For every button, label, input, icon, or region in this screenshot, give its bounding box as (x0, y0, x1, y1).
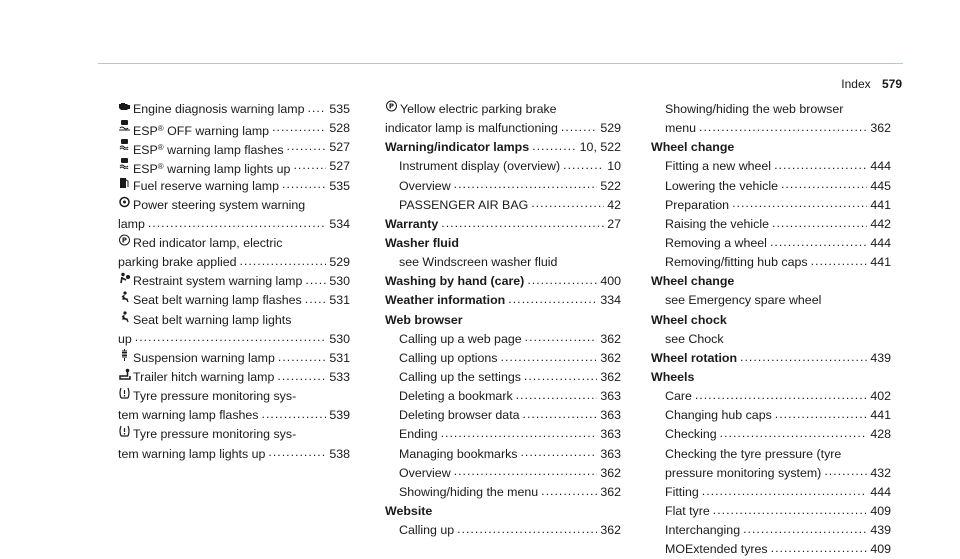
index-entry[interactable]: Restraint system warning lamp ..... 530 (118, 272, 350, 291)
index-subentry[interactable]: Checking ..... 428 (651, 425, 891, 444)
seat-belt-icon (118, 311, 131, 323)
index-subentry-cont[interactable]: pressure monitoring system) ..... 432 (651, 464, 891, 483)
esp-icon (118, 138, 131, 150)
svg-text:P: P (388, 102, 395, 111)
index-entry[interactable]: ESP® OFF warning lamp ..... 528 (118, 119, 350, 138)
seat-belt-icon (118, 291, 131, 303)
index-subentry[interactable]: Removing/fitting hub caps ..... 441 (651, 253, 891, 272)
parking-brake-icon (385, 100, 398, 112)
index-entry-cont[interactable]: up ..... 530 (118, 330, 350, 349)
page-number: 579 (881, 77, 902, 91)
index-subentry[interactable]: Overview ..... 522 (385, 177, 621, 196)
index-subentry[interactable]: Care ..... 402 (651, 387, 891, 406)
index-heading: Wheel change (651, 274, 735, 289)
index-column-1 (118, 100, 350, 464)
header-label: Index (841, 77, 871, 91)
index-subentry[interactable]: Deleting a bookmark ..... 363 (385, 387, 621, 406)
page-header (841, 77, 902, 91)
index-entry[interactable]: P Red indicator lamp, electric (118, 234, 350, 253)
index-subentry[interactable]: Instrument display (overview) ..... 10 (385, 157, 621, 176)
index-column-3 (651, 100, 891, 559)
index-subentry[interactable]: Flat tyre ..... 409 (651, 502, 891, 521)
index-subentry[interactable]: Lowering the vehicle ..... 445 (651, 177, 891, 196)
index-heading[interactable]: Washing by hand (care) ..... 400 (385, 272, 621, 291)
index-entry-cont[interactable]: lamp ..... 534 (118, 215, 350, 234)
index-entry[interactable]: Tyre pressure monitoring sys- (118, 425, 350, 444)
index-entry[interactable]: Power steering system warning (118, 196, 350, 215)
index-subentry[interactable]: Calling up ..... 362 (385, 521, 621, 540)
esp-off-icon (118, 119, 131, 131)
index-entry-cont[interactable]: indicator lamp is malfunctioning ..... 529 (385, 119, 621, 138)
index-column-2 (385, 100, 621, 540)
index-heading[interactable]: Warranty ..... 27 (385, 215, 621, 234)
index-heading: Wheel change (651, 140, 735, 155)
index-entry[interactable]: Trailer hitch warning lamp ..... 533 (118, 368, 350, 387)
index-entry[interactable]: Seat belt warning lamp lights (118, 311, 350, 330)
index-heading: Washer fluid (385, 235, 459, 250)
index-subentry[interactable]: Fitting a new wheel ..... 444 (651, 157, 891, 176)
index-entry[interactable]: Tyre pressure monitoring sys- (118, 387, 350, 406)
index-heading: Wheel chock (651, 312, 727, 327)
index-subentry-cont[interactable]: menu ..... 362 (651, 119, 891, 138)
index-entry[interactable]: Fuel reserve warning lamp ..... 535 (118, 177, 350, 196)
trailer-icon (118, 368, 131, 380)
index-entry[interactable]: Seat belt warning lamp flashes ..... 531 (118, 291, 350, 310)
index-subentry[interactable]: Changing hub caps ..... 441 (651, 406, 891, 425)
suspension-icon (118, 349, 131, 361)
index-entry[interactable]: Suspension warning lamp ..... 531 (118, 349, 350, 368)
index-subentry[interactable]: Calling up the settings ..... 362 (385, 368, 621, 387)
index-heading: Website (385, 503, 433, 518)
index-subentry[interactable]: Preparation ..... 441 (651, 196, 891, 215)
index-subentry[interactable]: Deleting browser data ..... 363 (385, 406, 621, 425)
index-subentry[interactable]: MOExtended tyres ..... 409 (651, 540, 891, 559)
index-entry[interactable]: Engine diagnosis warning lamp ..... 535 (118, 100, 350, 119)
index-subentry[interactable]: Checking the tyre pressure (tyre (665, 446, 842, 461)
fuel-icon (118, 177, 131, 189)
index-subentry[interactable]: Managing bookmarks ..... 363 (385, 445, 621, 464)
index-heading[interactable]: Warning/indicator lamps ..... 10, 522 (385, 138, 621, 157)
index-subentry[interactable]: Raising the vehicle ..... 442 (651, 215, 891, 234)
tyre-pressure-icon (118, 387, 131, 399)
index-subentry[interactable]: Calling up a web page ..... 362 (385, 330, 621, 349)
index-entry-cont[interactable]: tem warning lamp flashes ..... 539 (118, 406, 350, 425)
see-reference[interactable]: see Chock (665, 331, 724, 346)
engine-icon (118, 100, 131, 112)
esp-icon (118, 157, 131, 169)
index-subentry[interactable]: Showing/hiding the menu ..... 362 (385, 483, 621, 502)
tyre-pressure-icon (118, 425, 131, 437)
index-subentry[interactable]: Ending ..... 363 (385, 425, 621, 444)
index-heading: Wheels (651, 369, 695, 384)
index-entry-cont[interactable]: tem warning lamp lights up ..... 538 (118, 445, 350, 464)
index-heading[interactable]: Weather information ..... 334 (385, 291, 621, 310)
restraint-icon (118, 272, 131, 284)
index-subentry[interactable]: Calling up options ..... 362 (385, 349, 621, 368)
index-subentry[interactable]: Interchanging ..... 439 (651, 521, 891, 540)
index-subentry[interactable]: Showing/hiding the web browser (665, 102, 844, 116)
parking-brake-icon (118, 234, 131, 246)
index-entry[interactable]: P Yellow electric parking brake (385, 100, 621, 119)
index-heading: Web browser (385, 312, 463, 327)
index-subentry[interactable]: Fitting ..... 444 (651, 483, 891, 502)
index-subentry[interactable]: PASSENGER AIR BAG ..... 42 (385, 196, 621, 215)
header-rule (98, 63, 903, 64)
see-reference[interactable]: see Windscreen washer fluid (399, 255, 558, 270)
index-subentry[interactable]: Removing a wheel ..... 444 (651, 234, 891, 253)
index-subentry[interactable]: Overview ..... 362 (385, 464, 621, 483)
index-entry[interactable]: ESP® warning lamp flashes ..... 527 (118, 138, 350, 157)
see-reference[interactable]: see Emergency spare wheel (665, 293, 822, 308)
index-entry[interactable]: ESP® warning lamp lights up ..... 527 (118, 157, 350, 176)
power-steering-icon (118, 196, 131, 208)
index-entry-cont[interactable]: parking brake applied ..... 529 (118, 253, 350, 272)
index-heading[interactable]: Wheel rotation ..... 439 (651, 349, 891, 368)
svg-text:P: P (121, 236, 128, 245)
